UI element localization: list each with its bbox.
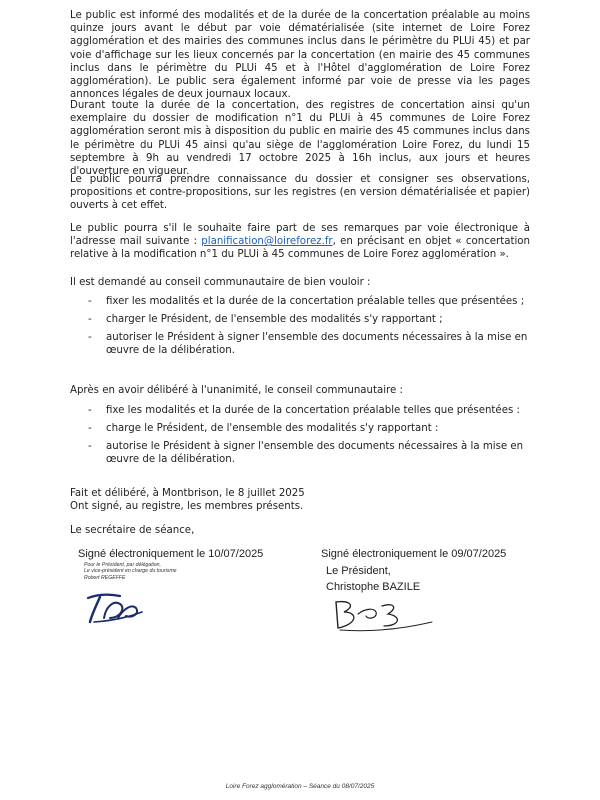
president-name: Christophe BAZILE [326, 581, 421, 593]
signed-text: Ont signé, au registre, les membres présents. [70, 501, 304, 512]
decision-list [70, 404, 530, 471]
paragraph-information: Le public est informé des modalités et de la durée de la concertation préalable au moins quinze jours avant le début par voie dématérialisée (site internet de Loire Forez agglomération et des mairies des communes inclus dans le périmètre du PLUi 45) et par voie d'affichage sur les lieux concernés par la concertation (en mairie des 45 communes inclus dans le périmètre du PLUi 45 et à l'Hôtel d'agglomération de Loire Forez agglomération). Le public sera également informé par voie de presse via les pages annonces légales de deux journaux locaux. [70, 10, 530, 101]
right-handwritten-signature [328, 598, 438, 634]
paragraph-email [70, 222, 530, 262]
paragraph-registers: Durant toute la durée de la concertation, des registres de concertation ainsi qu'un exemplaire du dossier de modification n°1 du PLUi à 45 communes de Loire Forez agglomération seront mis à disposition du public en mairie des 45 communes inclus dans le périmètre du PLUi 45 ainsi qu'au siège de l'agglomération Loire Forez, du lundi 15 septembre à 9h au vendredi 17 octobre 2025 à 16h inclus, aux jours et heures d'ouverture en vigueur. [70, 100, 530, 178]
email-outro-text: , en précisant en objet « concertation relative à la modification n°1 du PLUi à 45 communes de Loire Forez agglomération ». [70, 236, 531, 261]
delegation-line: Le vice-président en charge du tourisme [84, 568, 177, 575]
left-delegation [84, 562, 177, 581]
decision-intro: Après en avoir délibéré à l'unanimité, le conseil communautaire : [70, 385, 403, 396]
president-title: Le Président, [326, 565, 391, 577]
secretary-label: Le secrétaire de séance, [70, 525, 195, 536]
decision-item: - autorise le Président à signer l'ensemble des documents nécessaires à la mise en œuvre de la délibération. [70, 440, 530, 466]
request-item: - fixer les modalités et la durée de la concertation préalable telles que présentées ; [70, 295, 530, 308]
delegation-line: Robert REGEFFE [84, 574, 126, 581]
email-intro-text: Le public pourra s'il le souhaite faire part de ses remarques par voie électronique à l'adresse mail suivante : [70, 223, 530, 248]
request-item: - charger le Président, de l'ensemble des modalités s'y rapportant ; [70, 313, 530, 326]
request-list [70, 295, 530, 362]
decision-item: - charge le Président, de l'ensemble des modalités s'y rapportant : [70, 422, 530, 435]
left-signature-stamp: Signé électroniquement le 10/07/2025 [78, 548, 264, 560]
request-intro: Il est demandé au conseil communautaire de bien vouloir : [70, 277, 371, 288]
done-at-text: Fait et délibéré, à Montbrison, le 8 juillet 2025 [70, 488, 305, 499]
left-handwritten-signature [80, 588, 150, 628]
delegation-line: Pour le Président, par délégation, [84, 562, 161, 568]
email-link[interactable]: planification@loireforez.fr [201, 236, 333, 248]
decision-item: - fixe les modalités et la durée de la concertation préalable telles que présentées : [70, 404, 530, 417]
page-footer: Loire Forez agglomération – Séance du 08/07/2025 [225, 783, 375, 790]
paragraph-consultation: Le public pourra prendre connaissance du dossier et consigner ses observations, propositions et contre-propositions, sur les registres (en version dématérialisée et papier) ouverts à cet effet. [70, 174, 530, 212]
right-signature-stamp: Signé électroniquement le 09/07/2025 [321, 548, 507, 560]
request-item: - autoriser le Président à signer l'ensemble des documents nécessaires à la mise en œuvre de la délibération. [70, 331, 530, 357]
